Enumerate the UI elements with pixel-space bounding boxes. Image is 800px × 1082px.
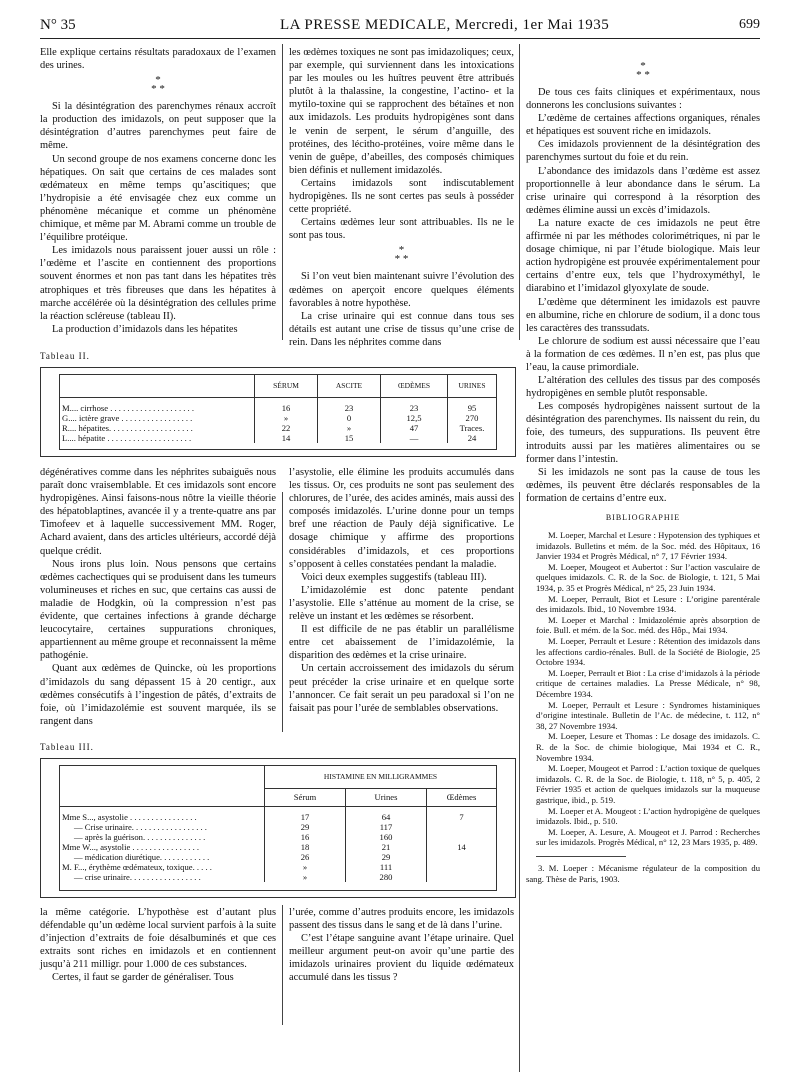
cell: 14	[255, 433, 318, 443]
column-rule	[519, 492, 520, 1072]
group-header: HISTAMINE EN MILLIGRAMMES	[265, 766, 497, 788]
paragraph: L’imidazolémie est donc patente pendant l’asystolie. Elle s’atténue au moment de la crise, se relève un instant et les œdèmes se résorbent.	[289, 584, 514, 623]
table-row	[60, 822, 496, 832]
table-2-grid	[60, 375, 496, 443]
bibliography-entry: M. Loeper, Lesure et Thomas : Le dosage des imidazols. C. R. de la Soc. de chimie biologique, Mai 1934 et C. R., Novembre 1934.	[536, 731, 760, 763]
cell: 16	[255, 403, 318, 413]
table-row	[60, 862, 496, 872]
row-label: G.... ictère grave . . . . . . . . . . . . . . . . .	[60, 413, 255, 423]
bibliography-entry: M. Loeper et Marchal : Imidazolémie après absorption de foie. Bull. et mém. de la Soc. méd. des Hôp., Mai 1934.	[536, 614, 760, 636]
paragraph: L’œdème que déterminent les imidazols est pauvre en albumine, riche en chlorure de sodium, il a donc tous les caractères des transsudats.	[526, 296, 760, 334]
column-header: Œdèmes	[427, 788, 497, 806]
section-separator: * * *	[394, 244, 409, 266]
column-header: URINES	[448, 375, 497, 397]
cell: 29	[346, 852, 427, 862]
paragraph: les œdèmes toxiques ne sont pas imidazoliques; ceux, par exemple, qui surviennent dans les intoxications par les moules ou les huîtres peuvent être attribués plutôt à la thalassine, la congestine, l’actino- et la mytilo-toxine qui se rapprochent des bétaïnes et non aux imidazols. Les produits hydropigènes sont dans le venin de serpent, le sérum d’anguille, des protéines, des lécitho-protéines, voire même dans le venin de guêpe, d’abeilles, des composés chimiques bien définis et nullement imidazolés.	[289, 47, 514, 176]
cell: »	[265, 872, 346, 882]
paragraph: dégénératives comme dans les néphrites subaiguës nous paraît donc vraisemblable. Et ces imidazols sont encore hydropigènes. Ainsi faisons-nous nôtre la vieille théorie des hépatoblaptines, avancée il y a trente-quatre ans par Timofeev et à laquelle successivement MM. Roger, Achard avaient, dans des articles ultérieurs, accordé déjà quelque crédit.	[40, 467, 276, 557]
cell	[427, 872, 497, 882]
paragraph: l’urée, comme d’autres produits encore, les imidazols passent des tissus dans le sang et de là dans l’urine.	[289, 907, 514, 932]
cell: Traces.	[459, 423, 485, 433]
column-1-top	[40, 46, 276, 336]
paragraph: Il est difficile de ne pas établir un parallélisme entre cet abaissement de l’imidazolémie, la disparition des œdèmes et la crise urinaire.	[289, 624, 514, 662]
column-header: ŒDÈMES	[381, 375, 448, 397]
bibliography-list	[526, 530, 760, 848]
table-header-row	[60, 788, 496, 806]
footnote-rule	[536, 856, 626, 857]
row-label: — crise urinaire. . . . . . . . . . . . . . . . .	[60, 872, 265, 882]
cell: »	[255, 413, 318, 423]
bibliography-entry: M. Loeper, Mougeot et Parrod : L’action toxique de quelques imidazols. C. R. de la Soc. de Biologie, t. 118, n° 5, p. 405, 2 Février 1935 et action de quelques imidazols sur la muqueuse gastrique, ibid., p. 519.	[536, 763, 760, 805]
cell: 280	[346, 872, 427, 882]
cell: 24	[467, 433, 477, 443]
paragraph: L’œdème de certaines affections organiques, rénales et hépatiques est souvent riche en imidazols.	[526, 113, 760, 138]
paragraph: la même catégorie. L’hypothèse est d’autant plus défendable qu’un œdème local survient parfois à la suite d’injection d’extraits de foie désalbuminés et que ces extraits sont riches en imidazols et en contiennent jusqu’à 211 milligr. pour 1.000 de ces substances.	[40, 907, 276, 971]
bibliography-entry: M. Loeper, A. Lesure, A. Mougeot et J. Parrod : Recherches sur les imidazols. Progrès Médical, n° 12, 23 Mars 1935, p. 489.	[536, 826, 760, 848]
paragraph: C’est l’étape sanguine avant l’étape urinaire. Quel meilleur argument peut-on avoir qu’une partie des imidazols urinaires provient du liquide œdémateux accumulé dans les tissus ?	[289, 933, 514, 984]
cell: 16	[265, 832, 346, 842]
table-2-title: Tableau II.	[40, 351, 90, 361]
column-2-bottom	[289, 906, 514, 985]
cell	[427, 852, 497, 862]
header-rule	[40, 38, 760, 39]
cell: 7	[459, 812, 464, 822]
paragraph: Certes, il faut se garder de généraliser. Tous	[52, 972, 234, 984]
paragraph: Un second groupe de nos examens concerne donc les hépatiques. On sait que certains de ces malades sont œdémateux en même temps qu’ascitiques; que l’hydropisie a été envisagée chez eux comme un phénomène mécanique et comme un phénomène chimique, et même par M. Abrami comme un trouble de l’équilibre protéique.	[40, 153, 276, 244]
table-row	[60, 832, 496, 842]
cell: 111	[346, 862, 427, 872]
table-row	[60, 812, 496, 822]
cell: —	[381, 433, 448, 443]
bibliography-entry: M. Loeper, Perrault et Biot : La crise d’imidazols à la période critique de certaines maladies. La Presse Médicale, n° 98, Décembre 1934.	[536, 667, 760, 699]
column-header: Urines	[346, 788, 427, 806]
paragraph: Quant aux œdèmes de Quincke, où les proportions d’imidazols du sang dépassent 15 à 20 centigr., aux œdèmes consécutifs à l’ingestion de pâtés, d’extraits de foie, où l’imidazolémie est souvent marquée, ils se rangent dans	[40, 663, 276, 727]
bibliography-entry: M. Loeper, Perrault, Biot et Lesure : L’origine parentérale des imidazols. Ibid., 10 Novembre 1934.	[536, 593, 760, 615]
paragraph: Les composés hydropigènes naissent surtout de la désintégration des parenchymes. Ils naissent du rein, du foie, des tumeurs, des suppurations. Ils peuvent être introduits aussi par les matières alimentaires ou se former dans l’intestin.	[526, 401, 760, 465]
cell: 29	[265, 822, 346, 832]
paragraph: Un certain accroissement des imidazols du sérum peut précéder la crise urinaire et en quelque sorte l’annoncer. Ce fait serait un peu paradoxal si l’on ne faisait pas pour l’urée de semblables observations.	[289, 663, 514, 714]
paragraph: Les imidazols nous paraissent jouer aussi un rôle : l’œdème et l’ascite en contiennent des proportions souvent énormes et non pas tant dans les hépatites très atrophiques et très fibreuses que dans les hépatites à marche accélérée où la désintégration des cellules prime la réaction scléreuse (tableau II).	[40, 245, 276, 322]
paragraph: l’asystolie, elle élimine les produits accumulés dans les tissus. Or, ces produits ne sont pas seulement des chlorures, de l’urée, des acides aminés, mais aussi des composés imidazolés. L’urine donne pour un temps bref une réaction de Pauly déjà significative. Le dosage chimique y affirme des proportions considérables d’imidazols, et ces proportions s’opposent à celles constatées pendant la maladie.	[289, 467, 514, 570]
table-3-frame	[59, 765, 497, 891]
table-3-title: Tableau III.	[40, 742, 94, 752]
column-rule	[282, 44, 283, 340]
cell: 23	[381, 403, 448, 413]
row-label: Mme S..., asystolie . . . . . . . . . . . . . . . .	[60, 812, 265, 822]
cell: 160	[346, 832, 427, 842]
section-separator: * * *	[636, 60, 650, 81]
row-label: Mme W..., asystolie . . . . . . . . . . . . . . . .	[60, 842, 265, 852]
paragraph: Si la désintégration des parenchymes rénaux accroît la production des imidazols, on peut supposer que la désintégration d’autres parenchymes peut faire de même.	[40, 101, 276, 152]
bibliography-entry: M. Loeper, Perrault et Lesure : Rétention des imidazols dans les affections cardio-rénales. Bull. de la Société de Biologie, 25 Octobre 1934.	[536, 636, 760, 668]
column-header: Sérum	[265, 788, 346, 806]
bibliography-title: BIBLIOGRAPHIE	[605, 513, 681, 522]
column-1-bottom	[40, 906, 276, 985]
cell: 18	[265, 842, 346, 852]
cell: 12,5	[381, 413, 448, 423]
table-row	[60, 872, 496, 882]
paragraph: L’altération des cellules des tissus par des composés hydropigènes en semble plutôt responsable.	[526, 375, 760, 400]
table-row	[60, 413, 496, 423]
page-header	[40, 14, 760, 36]
table-row	[60, 433, 496, 443]
footnote: 3. M. Loeper : Mécanisme régulateur de la composition du sang. Thèse de Paris, 1903.	[526, 862, 760, 884]
table-row	[60, 842, 496, 852]
paragraph: De tous ces faits cliniques et expérimentaux, nous donnerons les conclusions suivantes :	[526, 87, 760, 112]
cell: »	[265, 862, 346, 872]
paragraph: Ces imidazols proviennent de la désintégration des parenchymes surtout du foie et du rein.	[526, 139, 760, 164]
column-header: ASCITE	[318, 375, 381, 397]
cell: 23	[318, 403, 381, 413]
row-label: — médication diurétique. . . . . . . . . . . .	[60, 852, 265, 862]
column-1-middle	[40, 466, 276, 728]
journal-title: LA PRESSE MEDICALE, Mercredi, 1er Mai 1935	[280, 17, 610, 33]
table-row	[60, 423, 496, 433]
cell: 14	[457, 842, 466, 852]
cell: 64	[346, 812, 427, 822]
cell: 15	[318, 433, 381, 443]
paragraph: L’abondance des imidazols dans l’œdème est assez proportionnelle à leur abondance dans le sérum. La crise urinaire qui correspond à la résorption des œdèmes élimine aussi un excès d’imidazols.	[526, 165, 760, 216]
cell: 0	[318, 413, 381, 423]
column-2-middle	[289, 466, 514, 715]
cell: 270	[465, 413, 479, 423]
paragraph: Si les imidazols ne sont pas la cause de tous les œdèmes, ils peuvent être déclarés responsables de la formation de certains d’entre eux.	[526, 466, 760, 504]
column-header: SÉRUM	[255, 375, 318, 397]
column-rule	[282, 905, 283, 1025]
cell	[427, 862, 497, 872]
cell: 21	[346, 842, 427, 852]
column-rule	[519, 44, 520, 340]
table-3-grid	[60, 766, 496, 882]
paragraph: Elle explique certains résultats paradoxaux de l’examen des urines.	[40, 47, 276, 72]
issue-number: N° 35	[40, 17, 76, 33]
paragraph: La crise urinaire qui est connue dans tous ses détails est autant une crise de tissus qu’une crise de rein. Dans les néphrites comme dans	[289, 310, 514, 348]
row-label: R.... hépatites. . . . . . . . . . . . . . . . . . . .	[60, 423, 255, 433]
column-3	[526, 62, 760, 884]
section-separator: * * *	[151, 74, 165, 96]
bibliography-entry: M. Loeper, Marchal et Lesure : Hypotension des typhiques et imidazols. Bulletins et mém. de la Soc. méd. des Hôpitaux, 16 Janvier 1934 et Progrès Médical, n° 7, 17 Février 1934.	[536, 530, 760, 562]
table-row	[60, 852, 496, 862]
cell: 95	[467, 403, 477, 413]
cell	[427, 822, 497, 832]
paragraph: Certains imidazols sont indiscutablement hydropigènes. Ils ne sont certes pas seuls à posséder cette propriété.	[289, 177, 514, 216]
table-row	[60, 403, 496, 413]
bibliography-entry: M. Loeper, Perrault et Lesure : Syndromes histaminiques d’origine intestinale. Bulletin de l’Ac. de médecine, t. 112, n° 38, 27 Novembre 1934.	[536, 699, 760, 731]
column-2-top	[289, 46, 514, 349]
cell	[427, 832, 497, 842]
cell: 17	[265, 812, 346, 822]
row-label: — après la guérison. . . . . . . . . . . . . . .	[60, 832, 265, 842]
cell: 22	[255, 423, 318, 433]
cell: 47	[381, 423, 448, 433]
row-label: M. F..., érythème œdémateux, toxique. . . . .	[60, 862, 265, 872]
cell: 26	[265, 852, 346, 862]
row-label: — Crise urinaire. . . . . . . . . . . . . . . . . .	[60, 822, 265, 832]
paragraph: Certains œdèmes leur sont attribuables. Ils ne le sont pas tous.	[289, 217, 514, 242]
table-3	[40, 758, 516, 898]
column-rule	[282, 492, 283, 732]
bibliography-entry: M. Loeper et A. Mougeot : L’action hydropigène de quelques imidazols. Ibid., p. 510.	[536, 805, 760, 827]
row-label: L.... hépatite . . . . . . . . . . . . . . . . . . . .	[60, 433, 255, 443]
row-label: M.... cirrhose . . . . . . . . . . . . . . . . . . . .	[60, 403, 255, 413]
table-header-row	[60, 375, 496, 397]
cell: 117	[346, 822, 427, 832]
paragraph: La nature exacte de ces imidazols ne peut être affirmée ni par les méthodes colorimétriques, ni par le dosage chimique, ni par l’étude biologique. Mais leur action hydropigène est prouvée expérimentalement pour certains d’entre eux, tels que l’hydroxyméthyl, le diarabino et l’imidazol glyoxylate de soude.	[526, 217, 760, 295]
paragraph: Si l’on veut bien maintenant suivre l’évolution des œdèmes on aperçoit encore quelques éléments favorables à notre hypothèse.	[289, 271, 514, 309]
paragraph: Nous irons plus loin. Nous pensons que certains œdèmes cachectiques qui se produisent dans les tumeurs volumineuses et riches en suc, que certains cas aussi de maladie de Hodgkin, où la compression n’est pas évidente, que certaines infections à grande décharge leucocytaire, certaines suppurations chroniques, appartiennent au même groupe et reconnaissent la même pathogénie.	[40, 558, 276, 662]
table-group-header-row	[60, 766, 496, 788]
table-2-frame	[59, 374, 497, 450]
bibliography-entry: M. Loeper, Mougeot et Aubertot : Sur l’action vasculaire de quelques imidazols. C. R. de la Soc. de Biologie, t. 121, 5 Mai 1934, p. 35 et Progrès Médical, n° 25, 23 Juin 1934.	[536, 561, 760, 594]
table-2	[40, 367, 516, 457]
paragraph: Voici deux exemples suggestifs (tableau III).	[301, 571, 487, 583]
page-number: 699	[739, 17, 760, 32]
paragraph: Le chlorure de sodium est aussi nécessaire que l’eau à la formation de ces œdèmes. Il n’en est, pas plus que l’eau, la cause primordiale.	[526, 335, 760, 373]
cell: »	[318, 423, 381, 433]
paragraph: La production d’imidazols dans les hépatites	[52, 323, 238, 335]
